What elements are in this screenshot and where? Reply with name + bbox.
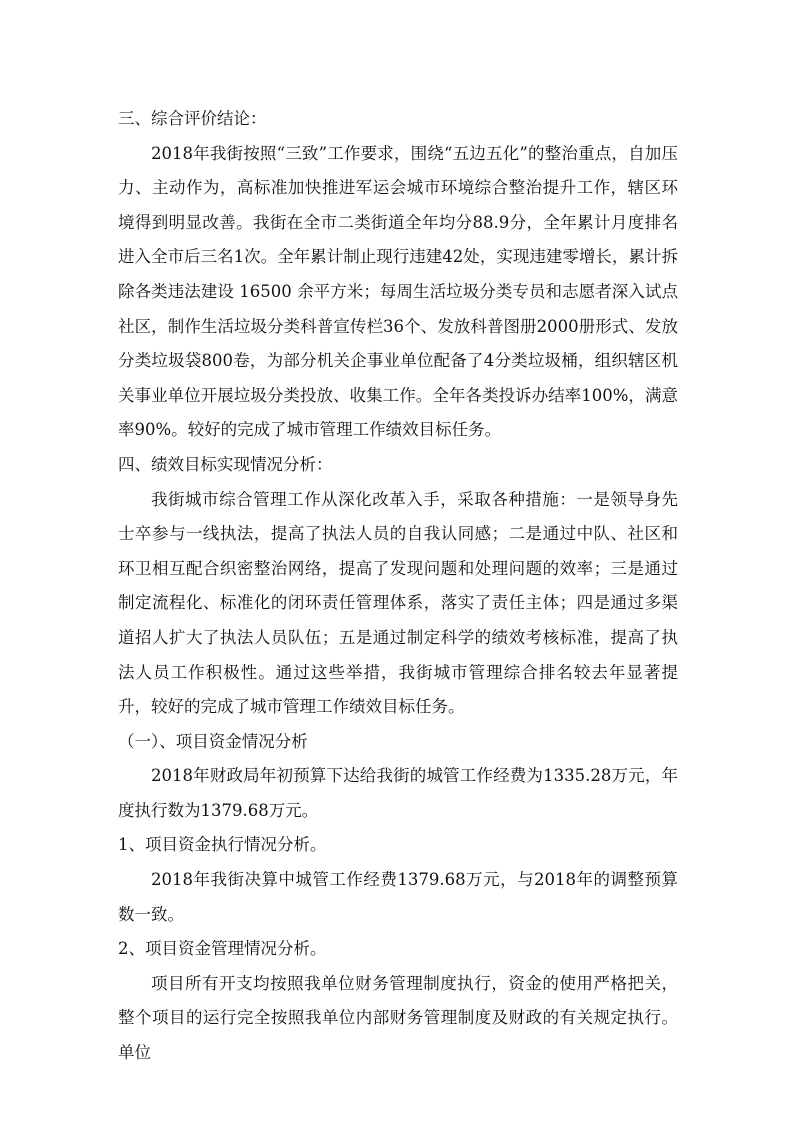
paragraph-conclusion: 2018年我街按照“三致”工作要求，围绕“五边五化”的整治重点，自加压力、主动作为，高标准加快推进军运会城市环境综合整治提升工作，辖区环境得到明显改善。我街在全市二类街道全年均分88.9分，全年累计月度排名进入全市后三名1次。全年累计制止现行违建42处，实现违建零增长，累计拆除各类违法建设 16500 余平方米；每周生活垃圾分类专员和志愿者深入试点社区，制作生活垃圾分类科普宣传栏36个、发放科普图册2000册形式、发放分类垃圾袋800卷，为部分机关企事业单位配备了4分类垃圾桶，组织辖区机关事业单位开展垃圾分类投放、收集工作。全年各类投诉办结率100%，满意率90%。较好的完成了城市管理工作绩效目标任务。 bbox=[118, 143, 678, 440]
paragraph-funds-execution: 2018年我街决算中城管工作经费1379.68万元，与2018年的调整预算数一致。 bbox=[118, 870, 678, 924]
paragraph-performance-analysis: 我街城市综合管理工作从深化改革入手，采取各种措施：一是领导身先士卒参与一线执法，提高了执法人员的自我认同感；二是通过中队、社区和环卫相互配合织密整治网络，提高了发现问题和处理问题的效率；三是通过制定流程化、标准化的闭环责任管理体系，落实了责任主体；四是通过多渠道招人扩大了执法人员队伍；五是通过制定科学的绩效考核标准，提高了执法人员工作积极性。通过这些举措，我街城市管理综合排名较去年显著提升，较好的完成了城市管理工作绩效目标任务。 bbox=[118, 489, 678, 717]
paragraph-funds-analysis: 2018年财政局年初预算下达给我街的城管工作经费为1335.28万元，年度执行数为1379.68万元。 bbox=[118, 766, 678, 820]
item-heading-funds-execution: 1、项目资金执行情况分析。 bbox=[118, 835, 327, 855]
section-heading-performance-analysis: 四、绩效目标实现情况分析： bbox=[118, 454, 333, 474]
subsection-heading-funds-analysis: （一）、项目资金情况分析 bbox=[118, 731, 308, 751]
document-body bbox=[118, 102, 678, 1071]
section-heading-conclusion: 三、综合评价结论： bbox=[118, 109, 267, 128]
item-heading-funds-management: 2、项目资金管理情况分析。 bbox=[118, 939, 327, 959]
paragraph-funds-management: 项目所有开支均按照我单位财务管理制度执行，资金的使用严格把关，整个项目的运行完全按照我单位内部财务管理制度及财政的有关规定执行。单位 bbox=[118, 973, 678, 1063]
